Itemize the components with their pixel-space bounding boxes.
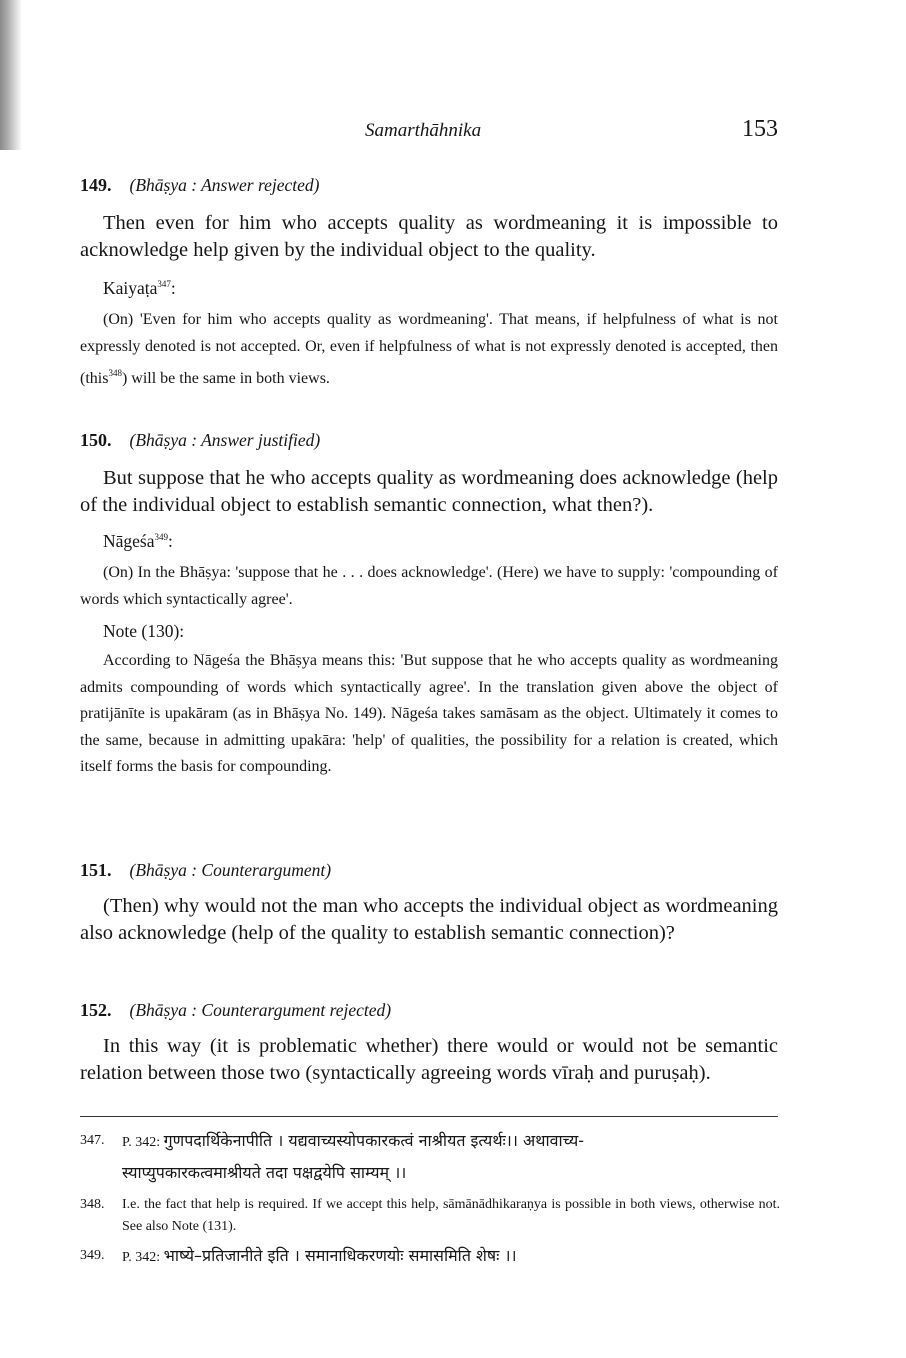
- footnote-ref-page: P. 342:: [122, 1250, 161, 1265]
- note-paragraph: According to Nāgeśa the Bhāṣya means this: 'But suppose that he who accepts quality as wordmeaning admits compounding of words which syntactically agree'. In the translation given above the object of pratijānīte is upakāram (as in Bhāṣya No. 149). Nāgeśa takes samāsam as the object. Ultimately it comes to the same, because in admitting upakāra: 'help' of qualities, the possibility for a relation is created, which itself forms the basis for compounding.: [80, 652, 778, 775]
- footnote-349: [80, 1245, 780, 1269]
- sanskrit-text: गुणपदार्थिकेनापीति । यद्यवाच्यस्योपकारकत्वं नाश्रीयत इत्यर्थः।। अथावाच्य-: [163, 1131, 585, 1150]
- section-number: 150.: [80, 430, 112, 450]
- section-label: (Bhāṣya : Answer rejected): [129, 175, 320, 195]
- section-150: [80, 430, 778, 781]
- section-label: (Bhāṣya : Answer justified): [129, 430, 321, 450]
- commentary-paragraph: [80, 307, 778, 393]
- section-label: (Bhāṣya : Counterargument rejected): [129, 1000, 392, 1020]
- footnote-348: [80, 1194, 780, 1238]
- page-number: 153: [742, 116, 778, 142]
- section-heading: [80, 430, 778, 451]
- commentary-text-b: ) will be the same in both views.: [121, 370, 330, 387]
- footnote-ref-page: P. 342:: [122, 1135, 161, 1150]
- commentator-name: Kaiyaṭa: [103, 278, 158, 298]
- footnote-rule: [80, 1116, 778, 1117]
- translation-paragraph: (Then) why would not the man who accepts the individual object as wordmeaning also acknowledge (help of the quality to establish semantic connection)?: [80, 895, 778, 944]
- footnote-ref: 348: [108, 368, 122, 378]
- footnote-ref: 349: [154, 532, 169, 542]
- commentator-label: Nāgeśa$^{349}$:: [103, 531, 173, 551]
- sanskrit-text: भाष्ये–प्रतिजानीते इति । समानाधिकरणयोः समासमिति शेषः ।।: [163, 1246, 517, 1265]
- page-header: [0, 116, 906, 146]
- footnote-number: 349.: [80, 1248, 105, 1263]
- commentator-name: Nāgeśa: [103, 531, 155, 551]
- section-heading: [80, 860, 778, 881]
- section-heading: [80, 175, 778, 196]
- footnote-ref: 347: [157, 279, 171, 289]
- footnote-text: I.e. the fact that help is required. If we accept this help, sāmānādhikaraṇya is possible in both views, otherwise not. See also Note (131).: [122, 1197, 780, 1234]
- section-number: 152.: [80, 1000, 112, 1020]
- running-title: Samarthāhnika: [365, 120, 482, 141]
- translation-paragraph: In this way (it is problematic whether) there would or would not be semantic relation between those two (syntactically agreeing words vīraḥ and puruṣaḥ).: [80, 1035, 778, 1084]
- section-149: [80, 175, 778, 393]
- section-heading: [80, 1000, 778, 1021]
- note-label: Note (130):: [103, 621, 185, 641]
- section-151: [80, 860, 778, 947]
- footnote-number: 348.: [80, 1197, 105, 1212]
- translation-paragraph: But suppose that he who accepts quality as wordmeaning does acknowledge (help of the individual object to establish semantic connection, what then?).: [80, 467, 778, 516]
- section-number: 149.: [80, 175, 112, 195]
- footnote-number: 347.: [80, 1133, 105, 1148]
- sanskrit-text: स्याप्युपकारकत्वमाश्रीयते तदा पक्षद्वयेपि साम्यम् ।।: [122, 1163, 407, 1182]
- commentator-label: Kaiyaṭa$^{347}$:: [103, 278, 176, 298]
- footnote-347: [80, 1130, 780, 1186]
- translation-paragraph: Then even for him who accepts quality as wordmeaning it is impossible to acknowledge help given by the individual object to the quality.: [80, 212, 778, 261]
- commentary-paragraph: (On) In the Bhāṣya: 'suppose that he . . . does acknowledge'. (Here) we have to supply: 'compounding of words which syntactically agree'.: [80, 564, 778, 608]
- section-label: (Bhāṣya : Counterargument): [129, 860, 332, 880]
- section-152: [80, 1000, 778, 1087]
- section-number: 151.: [80, 860, 112, 880]
- commentary-text-a: (On) 'Even for him who accepts quality as wordmeaning'. That means, if helpfulness of what is not expressly denoted is not accepted. Or, even if helpfulness of what is not expressly denoted is accepted, then (this: [80, 311, 778, 387]
